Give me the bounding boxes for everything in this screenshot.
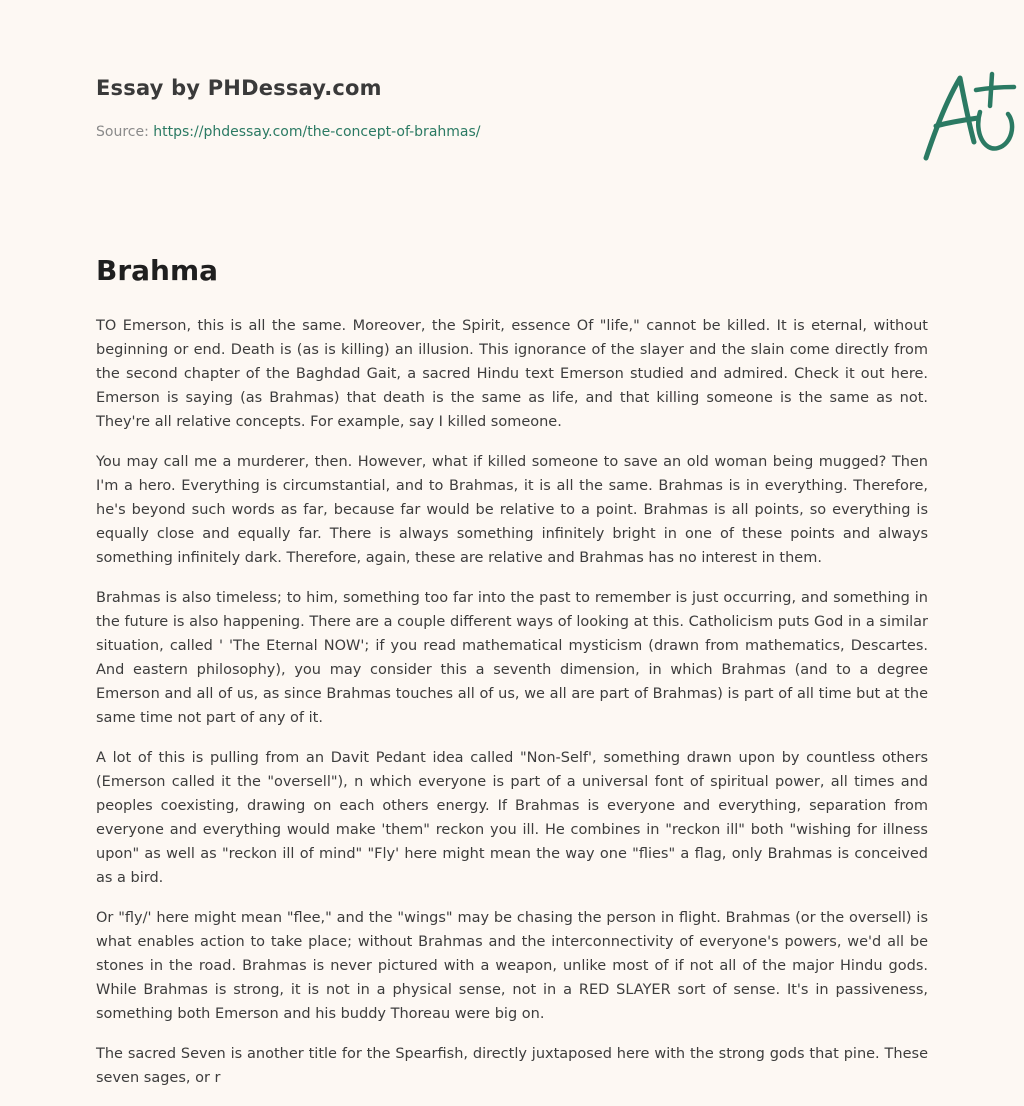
essay-paragraph: Brahmas is also timeless; to him, something too far into the past to remember is just occurring, and something in the future is also happening. There are a couple different ways of looking at this. Catholicism puts God in a similar situation, called ' 'The Eternal NOW'; if you read mathematical mysticism (drawn from mathematics, Descartes. And eastern philosophy), you may consider this a seventh dimension, in which Brahmas (and to a degree Emerson and all of us, as since Brahmas touches all of us, we all are part of Brahmas) is part of all time but at the same time not part of any of it.	[96, 590, 928, 726]
source-line	[96, 124, 481, 140]
a-plus-logo-icon	[918, 68, 1022, 164]
essay-paragraph: TO Emerson, this is all the same. Moreover, the Spirit, essence Of "life," cannot be killed. It is eternal, without beginning or end. Death is (as is killing) an illusion. This ignorance of the slayer and the slain come directly from the second chapter of the Baghdad Gait, a sacred Hindu text Emerson studied and admired. Check it out here. Emerson is saying (as Brahmas) that death is the same as life, and that killing someone is the same as not. They're all relative concepts. For example, say I killed someone.	[96, 318, 928, 430]
essay-paragraph: You may call me a murderer, then. However, what if killed someone to save an old woman being mugged? Then I'm a hero. Everything is circumstantial, and to Brahmas, it is all the same. Brahmas is in everything. Therefore, he's beyond such words as far, because far would be relative to a point. Brahmas is all points, so everything is equally close and equally far. There is always something infinitely bright in one of these points and always something infinitely dark. Therefore, again, these are relative and Brahmas has no interest in them.	[96, 454, 928, 566]
source-label: Source:	[96, 124, 149, 140]
essay-paragraph: Or "fly/' here might mean "flee," and the "wings" may be chasing the person in flight. Brahmas (or the oversell) is what enables action to take place; without Brahmas and the interconnectivity of everyone's powers, we'd all be stones in the road. Brahmas is never pictured with a weapon, unlike most of if not all of the major Hindu gods. While Brahmas is strong, it is not in a physical sense, not in a RED SLAYER sort of sense. It's in passiveness, something both Emerson and his buddy Thoreau were big on.	[96, 910, 928, 1022]
source-link[interactable]: https://phdessay.com/the-concept-of-brahmas/	[153, 124, 481, 140]
essay-body	[96, 314, 928, 1106]
essay-title: Brahma	[96, 254, 219, 287]
essay-paragraph: A lot of this is pulling from an Davit Pedant idea called "Non-Self', something drawn upon by countless others (Emerson called it the "oversell"), n which everyone is part of a universal font of spiritual power, all times and peoples coexisting, drawing on each others energy. If Brahmas is everyone and everything, separation from everyone and everything would make 'them" reckon you ill. He combines in "reckon ill" both "wishing for illness upon" as well as "reckon ill of mind" "Fly' here might mean the way one "flies" a flag, only Brahmas is conceived as a bird.	[96, 750, 928, 886]
essay-paragraph: The sacred Seven is another title for the Spearfish, directly juxtaposed here with the strong gods that pine. These seven sages, or r	[96, 1046, 928, 1086]
site-title: Essay by PHDessay.com	[96, 76, 382, 100]
